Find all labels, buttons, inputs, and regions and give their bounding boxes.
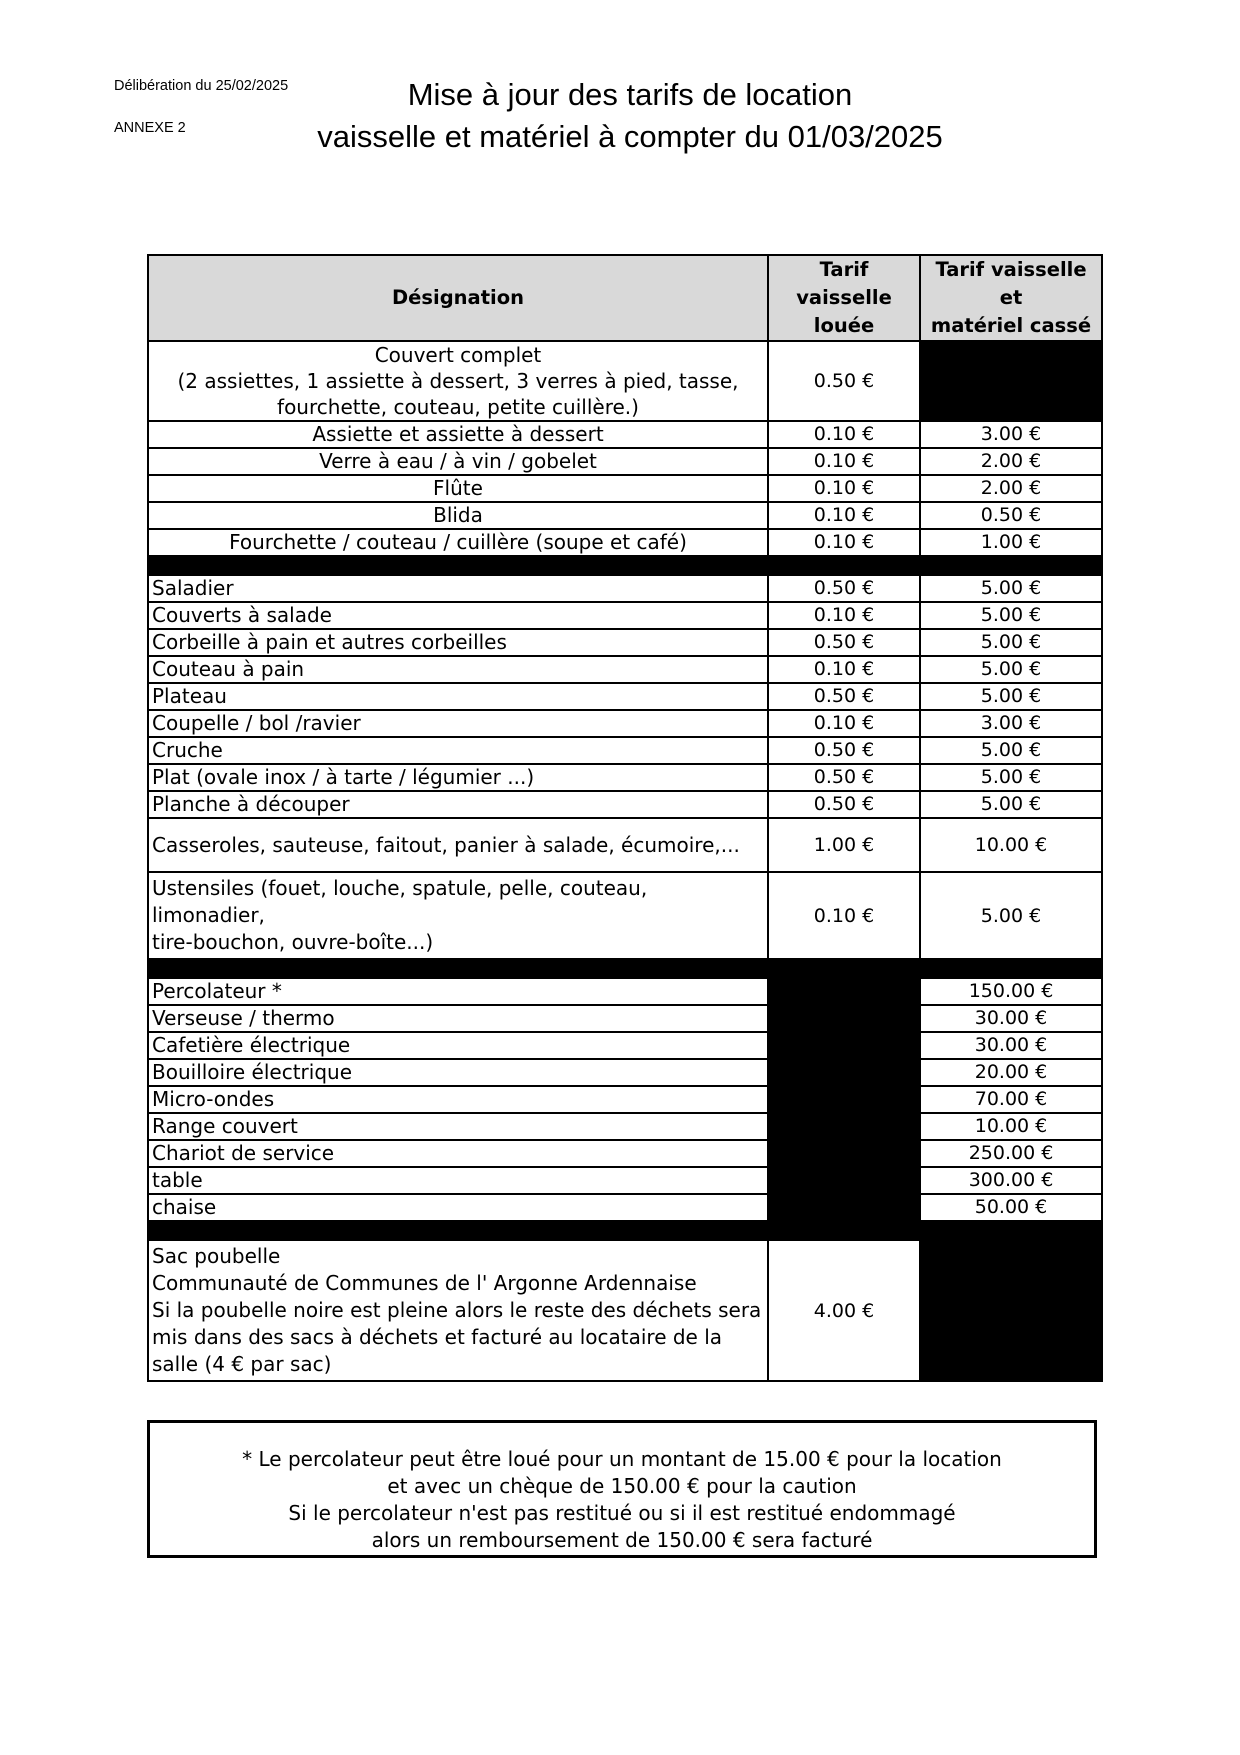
table-row <box>148 1032 1102 1059</box>
sac-line4: mis dans des sacs à déchets et facturé au locataire de la <box>152 1325 723 1349</box>
item-name: Cafetière électrique <box>148 1032 768 1059</box>
table-row <box>148 1059 1102 1086</box>
table-row <box>148 602 1102 629</box>
item-broken: 30.00 € <box>920 1005 1102 1032</box>
item-name: Percolateur * <box>148 978 768 1005</box>
item-name: Blida <box>148 502 768 529</box>
item-rent: 0.10 € <box>768 710 920 737</box>
couvert-rent: 0.50 € <box>768 341 920 421</box>
couvert-broken-na <box>920 341 1102 421</box>
item-broken: 5.00 € <box>920 737 1102 764</box>
table-row <box>148 656 1102 683</box>
rent-na <box>768 1194 920 1221</box>
table-row <box>148 1194 1102 1221</box>
item-broken: 20.00 € <box>920 1059 1102 1086</box>
item-name: Corbeille à pain et autres corbeilles <box>148 629 768 656</box>
rent-na <box>768 978 920 1005</box>
item-broken: 5.00 € <box>920 791 1102 818</box>
item-broken: 2.00 € <box>920 475 1102 502</box>
table-row <box>148 475 1102 502</box>
item-broken: 250.00 € <box>920 1140 1102 1167</box>
item-broken: 5.00 € <box>920 602 1102 629</box>
casseroles-broken: 10.00 € <box>920 818 1102 872</box>
item-broken: 50.00 € <box>920 1194 1102 1221</box>
column-header-rent-line1: Tarif vaisselle <box>796 258 892 309</box>
item-rent: 0.50 € <box>768 764 920 791</box>
item-broken: 10.00 € <box>920 1113 1102 1140</box>
table-row <box>148 1167 1102 1194</box>
table-row <box>148 737 1102 764</box>
table-row <box>148 629 1102 656</box>
table-row-ustensiles <box>148 872 1102 959</box>
item-rent: 0.10 € <box>768 602 920 629</box>
item-name: Cruche <box>148 737 768 764</box>
ustensiles-name <box>148 872 768 959</box>
section-separator <box>148 959 1102 978</box>
table-row <box>148 791 1102 818</box>
ustensiles-rent: 0.10 € <box>768 872 920 959</box>
item-broken: 3.00 € <box>920 710 1102 737</box>
section-separator <box>148 1221 1102 1240</box>
table-row-couvert <box>148 341 1102 421</box>
item-rent: 0.10 € <box>768 421 920 448</box>
item-rent: 0.50 € <box>768 737 920 764</box>
footnote-line4: alors un remboursement de 150.00 € sera facturé <box>371 1528 873 1552</box>
table-row <box>148 683 1102 710</box>
item-rent: 0.50 € <box>768 575 920 602</box>
item-broken: 3.00 € <box>920 421 1102 448</box>
casseroles-name: Casseroles, sauteuse, faitout, panier à salade, écumoire,... <box>148 818 768 872</box>
table-header-row <box>148 255 1102 341</box>
table-row-sac <box>148 1240 1102 1381</box>
table-row <box>148 1113 1102 1140</box>
rent-na <box>768 1167 920 1194</box>
item-name: Couteau à pain <box>148 656 768 683</box>
item-rent: 0.10 € <box>768 656 920 683</box>
percolateur-footnote <box>147 1420 1097 1558</box>
rent-na <box>768 1005 920 1032</box>
rent-na <box>768 1059 920 1086</box>
table-row <box>148 421 1102 448</box>
ustensiles-broken: 5.00 € <box>920 872 1102 959</box>
item-name: Fourchette / couteau / cuillère (soupe et café) <box>148 529 768 556</box>
item-rent: 0.10 € <box>768 475 920 502</box>
item-broken: 5.00 € <box>920 575 1102 602</box>
table-row <box>148 1005 1102 1032</box>
item-name: Couverts à salade <box>148 602 768 629</box>
table-row <box>148 502 1102 529</box>
rent-na <box>768 1032 920 1059</box>
sac-line1: Sac poubelle <box>152 1244 281 1268</box>
item-name: Verre à eau / à vin / gobelet <box>148 448 768 475</box>
table-row <box>148 448 1102 475</box>
item-name: Plat (ovale inox / à tarte / légumier ...) <box>148 764 768 791</box>
annexe-label: ANNEXE 2 <box>114 120 186 136</box>
section-separator <box>148 556 1102 575</box>
item-name: Flûte <box>148 475 768 502</box>
item-rent: 0.10 € <box>768 529 920 556</box>
item-broken: 70.00 € <box>920 1086 1102 1113</box>
item-broken: 2.00 € <box>920 448 1102 475</box>
item-broken: 0.50 € <box>920 502 1102 529</box>
couvert-line3: fourchette, couteau, petite cuillère.) <box>277 395 639 419</box>
item-rent: 0.50 € <box>768 683 920 710</box>
item-broken: 30.00 € <box>920 1032 1102 1059</box>
column-header-designation: Désignation <box>148 255 768 341</box>
sac-line2: Communauté de Communes de l' Argonne Ardennaise <box>152 1271 697 1295</box>
rent-na <box>768 1113 920 1140</box>
item-rent: 0.50 € <box>768 629 920 656</box>
item-rent: 0.50 € <box>768 791 920 818</box>
item-name: table <box>148 1167 768 1194</box>
item-broken: 5.00 € <box>920 629 1102 656</box>
item-name: Verseuse / thermo <box>148 1005 768 1032</box>
item-name: chaise <box>148 1194 768 1221</box>
table-row <box>148 710 1102 737</box>
rent-na <box>768 1140 920 1167</box>
couvert-designation <box>148 341 768 421</box>
item-name: Coupelle / bol /ravier <box>148 710 768 737</box>
sac-line5: salle (4 € par sac) <box>152 1352 332 1376</box>
page-title <box>250 74 1010 158</box>
footnote-line2: et avec un chèque de 150.00 € pour la caution <box>387 1474 857 1498</box>
sac-description <box>148 1240 768 1381</box>
sac-rent: 4.00 € <box>768 1240 920 1381</box>
table-row-casseroles <box>148 818 1102 872</box>
footnote-line1: * Le percolateur peut être loué pour un montant de 15.00 € pour la location <box>242 1447 1002 1471</box>
item-name: Range couvert <box>148 1113 768 1140</box>
table-row <box>148 1086 1102 1113</box>
sac-line3: Si la poubelle noire est pleine alors le reste des déchets sera <box>152 1298 762 1322</box>
item-broken: 5.00 € <box>920 764 1102 791</box>
item-name: Planche à découper <box>148 791 768 818</box>
couvert-line1: Couvert complet <box>374 343 542 367</box>
ustensiles-line1: Ustensiles (fouet, louche, spatule, pelle, couteau, limonadier, <box>152 876 648 927</box>
table-row <box>148 978 1102 1005</box>
item-name: Micro-ondes <box>148 1086 768 1113</box>
item-name: Plateau <box>148 683 768 710</box>
item-rent: 0.10 € <box>768 502 920 529</box>
table-row <box>148 575 1102 602</box>
column-header-rent-line2: louée <box>813 314 875 337</box>
deliberation-date: Délibération du 25/02/2025 <box>114 78 289 94</box>
title-line-2: vaisselle et matériel à compter du 01/03/2025 <box>317 119 943 154</box>
table-row <box>148 529 1102 556</box>
column-header-broken-line1: Tarif vaisselle et <box>935 258 1087 309</box>
item-broken: 300.00 € <box>920 1167 1102 1194</box>
column-header-broken <box>920 255 1102 341</box>
item-name: Bouilloire électrique <box>148 1059 768 1086</box>
item-name: Saladier <box>148 575 768 602</box>
item-name: Chariot de service <box>148 1140 768 1167</box>
item-broken: 150.00 € <box>920 978 1102 1005</box>
item-broken: 5.00 € <box>920 656 1102 683</box>
table-row <box>148 764 1102 791</box>
tariff-table <box>147 254 1103 1382</box>
column-header-rent <box>768 255 920 341</box>
item-rent: 0.10 € <box>768 448 920 475</box>
item-name: Assiette et assiette à dessert <box>148 421 768 448</box>
rent-na <box>768 1086 920 1113</box>
table-row <box>148 1140 1102 1167</box>
item-broken: 5.00 € <box>920 683 1102 710</box>
column-header-broken-line2: matériel cassé <box>930 314 1092 337</box>
ustensiles-line2: tire-bouchon, ouvre-boîte...) <box>152 930 434 954</box>
couvert-line2: (2 assiettes, 1 assiette à dessert, 3 verres à pied, tasse, <box>177 369 739 393</box>
title-line-1: Mise à jour des tarifs de location <box>407 77 853 112</box>
item-broken: 1.00 € <box>920 529 1102 556</box>
footnote-line3: Si le percolateur n'est pas restitué ou si il est restitué endommagé <box>288 1501 956 1525</box>
sac-broken-na <box>920 1240 1102 1381</box>
casseroles-rent: 1.00 € <box>768 818 920 872</box>
